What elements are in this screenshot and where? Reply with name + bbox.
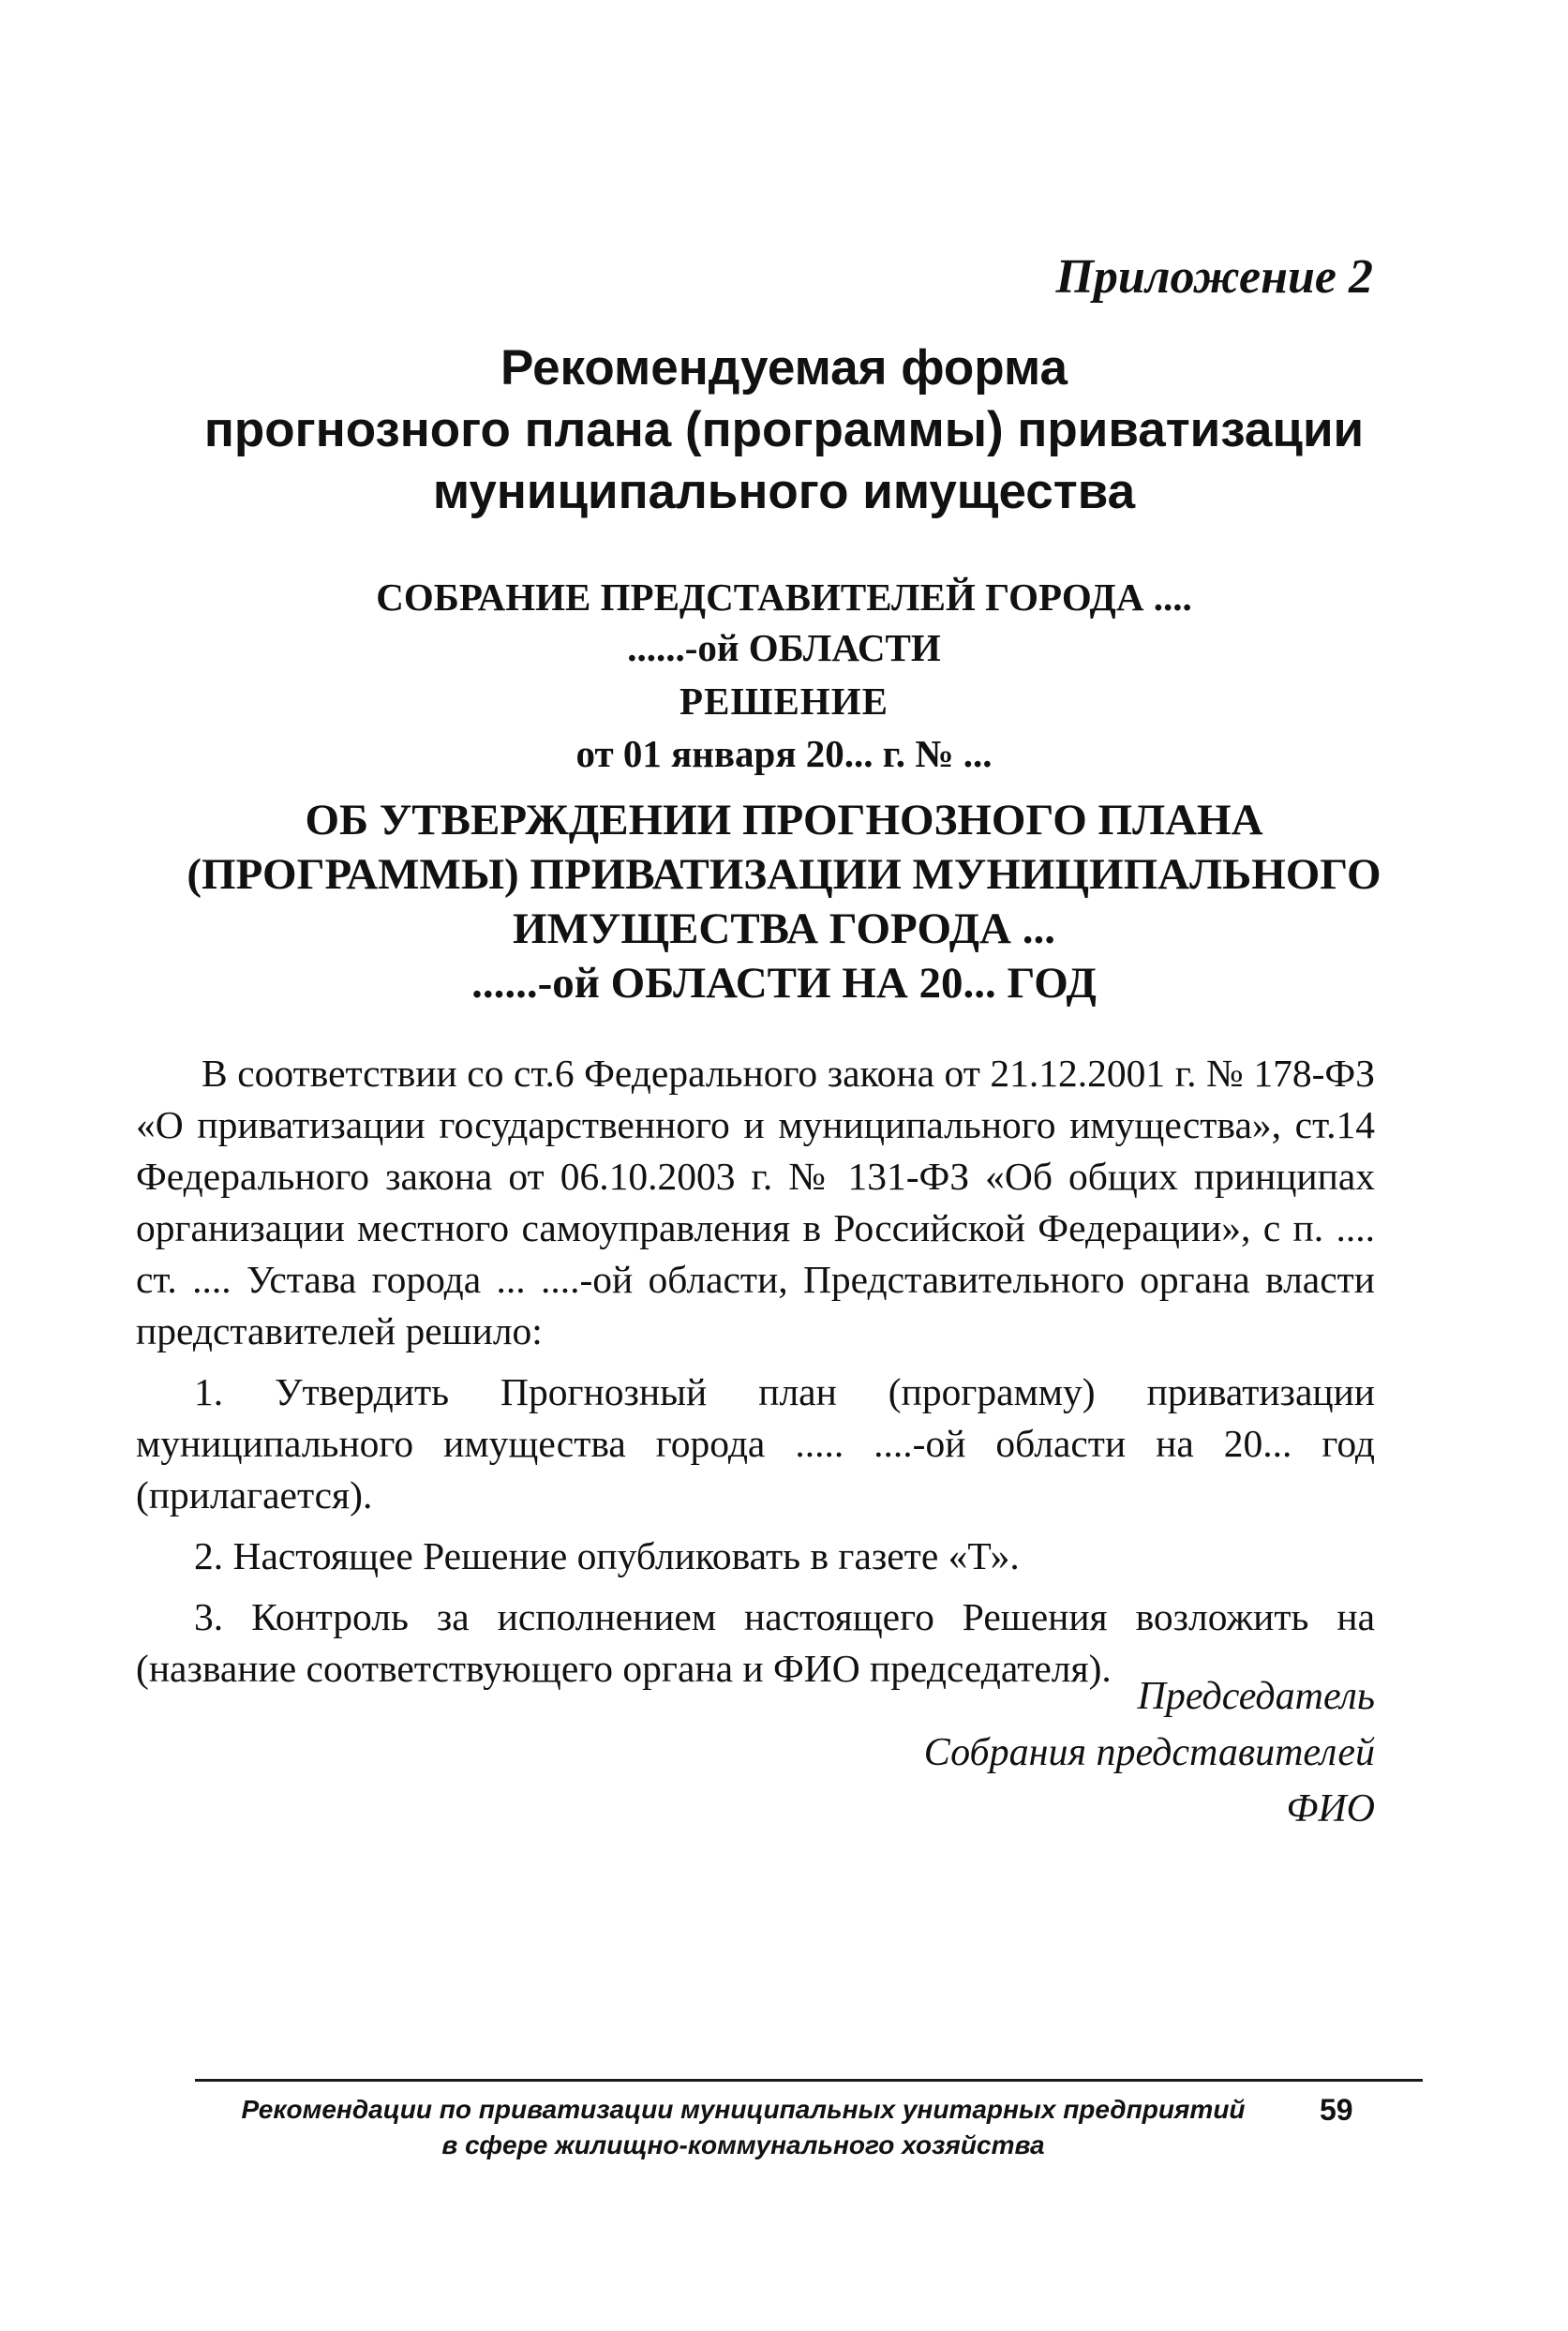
approval-title-line: ОБ УТВЕРЖДЕНИИ ПРОГНОЗНОГО ПЛАНА [305, 796, 1263, 844]
appendix-label: Приложение 2 [1055, 250, 1373, 304]
footer-divider [195, 2079, 1423, 2082]
signature-line: Собрания представителей [923, 1731, 1375, 1774]
form-title [141, 337, 1427, 523]
decision-heading [141, 675, 1427, 780]
decision-date: от 01 января 20... г. № ... [575, 732, 993, 775]
form-title-line: муниципального имущества [432, 464, 1136, 519]
approval-title-line: ИМУЩЕСТВА ГОРОДА ... [513, 904, 1055, 953]
running-footer [195, 2092, 1292, 2163]
approval-title [141, 793, 1427, 1010]
decision-item: 1. Утвердить Прогнозный план (программу) приватизации муниципального имущества города ..... ....-ой области на 20... год (прилагается). [136, 1370, 1375, 1517]
decision-item: 3. Контроль за исполнением настоящего Решения возложить на (название соответствующего органа и ФИО председателя). [136, 1595, 1375, 1690]
signature-block [924, 1668, 1375, 1837]
intro-paragraph: В соответствии со ст.6 Федерального закона от 21.12.2001 г. № 178-ФЗ «О приватизации государственного и муниципального имущества», ст.14 Федерального закона от 06.10.2003 г. № 131-ФЗ «Об общих принципах организации местного самоуправления в Российской Федерации», с п. .... ст. .... Устава города ... ....-ой области, Представительного органа власти представителей решило: [136, 1052, 1375, 1352]
approval-title-line: ......-ой ОБЛАСТИ НА 20... ГОД [471, 959, 1097, 1008]
signature-line: ФИО [1286, 1787, 1375, 1830]
page-number: 59 [1320, 2093, 1353, 2127]
form-title-line: Рекомендуемая форма [500, 340, 1068, 396]
decision-word: РЕШЕНИЕ [679, 680, 889, 723]
assembly-heading [141, 572, 1427, 673]
decision-body [136, 1048, 1375, 1704]
assembly-line: СОБРАНИЕ ПРЕДСТАВИТЕЛЕЙ ГОРОДА .... [376, 575, 1192, 619]
signature-line: Председатель [1137, 1675, 1375, 1718]
form-title-line: прогнозного плана (программы) приватизации [203, 402, 1365, 457]
assembly-line: ......-ой ОБЛАСТИ [627, 626, 941, 669]
footer-line: Рекомендации по приватизации муниципальных унитарных предприятий [241, 2095, 1246, 2124]
footer-line: в сфере жилищно-коммунального хозяйства [441, 2130, 1045, 2159]
approval-title-line: (ПРОГРАММЫ) ПРИВАТИЗАЦИИ МУНИЦИПАЛЬНОГО [187, 850, 1381, 899]
decision-item: 2. Настоящее Решение опубликовать в газете «Т». [194, 1534, 1020, 1577]
